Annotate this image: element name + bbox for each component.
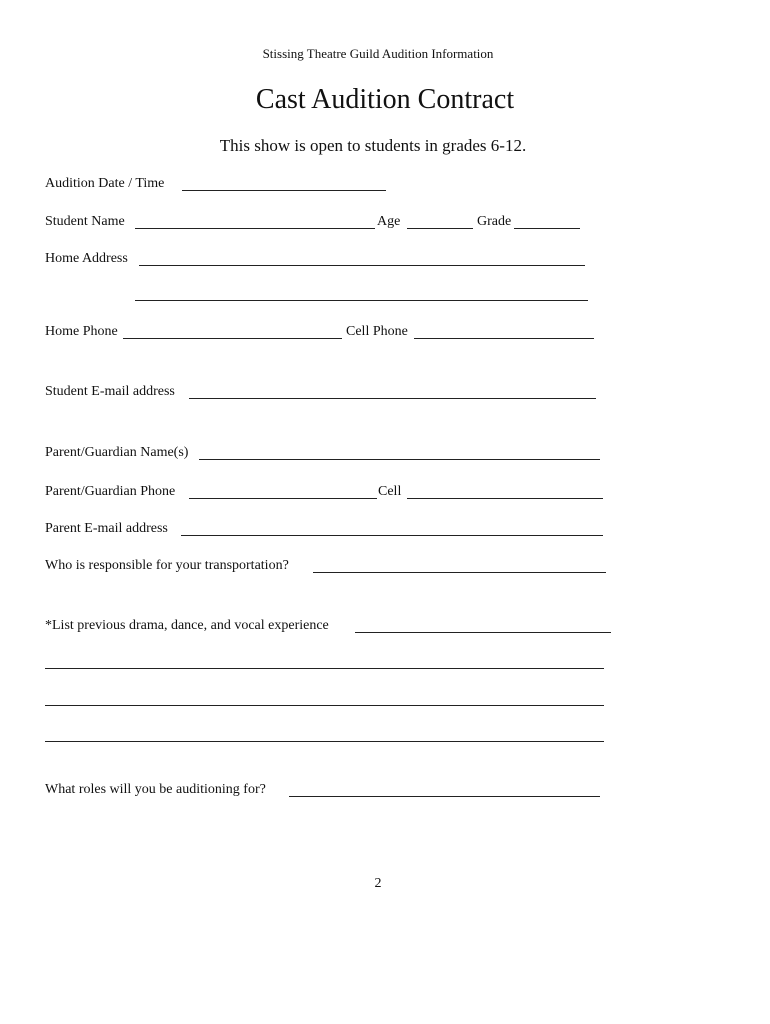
experience-field-line4[interactable] <box>45 741 604 742</box>
grade-label: Grade <box>477 214 512 229</box>
cell-phone-field[interactable] <box>414 338 594 339</box>
home-phone-label: Home Phone <box>45 324 118 339</box>
student-name-field[interactable] <box>135 228 375 229</box>
student-name-label: Student Name <box>45 214 125 229</box>
grade-field[interactable] <box>514 228 580 229</box>
page-number: 2 <box>374 876 382 891</box>
parent-name-label: Parent/Guardian Name(s) <box>45 445 189 460</box>
transportation-field[interactable] <box>313 572 606 573</box>
experience-label: *List previous drama, dance, and vocal experience <box>45 618 329 633</box>
page-header: Stissing Theatre Guild Audition Information <box>262 46 494 61</box>
experience-field-line3[interactable] <box>45 705 604 706</box>
roles-label: What roles will you be auditioning for? <box>45 782 266 797</box>
parent-name-field[interactable] <box>199 459 600 460</box>
home-phone-field[interactable] <box>123 338 342 339</box>
parent-email-field[interactable] <box>181 535 603 536</box>
home-address-label: Home Address <box>45 251 128 266</box>
parent-phone-label: Parent/Guardian Phone <box>45 484 176 499</box>
experience-field-line2[interactable] <box>45 668 604 669</box>
parent-email-label: Parent E-mail address <box>45 521 168 536</box>
cell-phone-label: Cell Phone <box>346 324 408 339</box>
parent-cell-label: Cell <box>378 484 402 499</box>
home-address-field[interactable] <box>139 265 585 266</box>
roles-field[interactable] <box>289 796 600 797</box>
home-address-field-line2[interactable] <box>135 300 588 301</box>
age-field[interactable] <box>407 228 473 229</box>
transportation-label: Who is responsible for your transportation? <box>45 558 289 573</box>
page-title: Cast Audition Contract <box>255 84 515 115</box>
page-subtitle: This show is open to students in grades 6-12. <box>219 136 527 155</box>
student-email-label: Student E-mail address <box>45 384 175 399</box>
parent-phone-field[interactable] <box>189 498 377 499</box>
parent-cell-field[interactable] <box>407 498 603 499</box>
audition-date-label: Audition Date / Time <box>45 176 165 191</box>
audition-date-field[interactable] <box>182 190 386 191</box>
student-email-field[interactable] <box>189 398 596 399</box>
age-label: Age <box>377 214 401 229</box>
experience-field[interactable] <box>355 632 611 633</box>
